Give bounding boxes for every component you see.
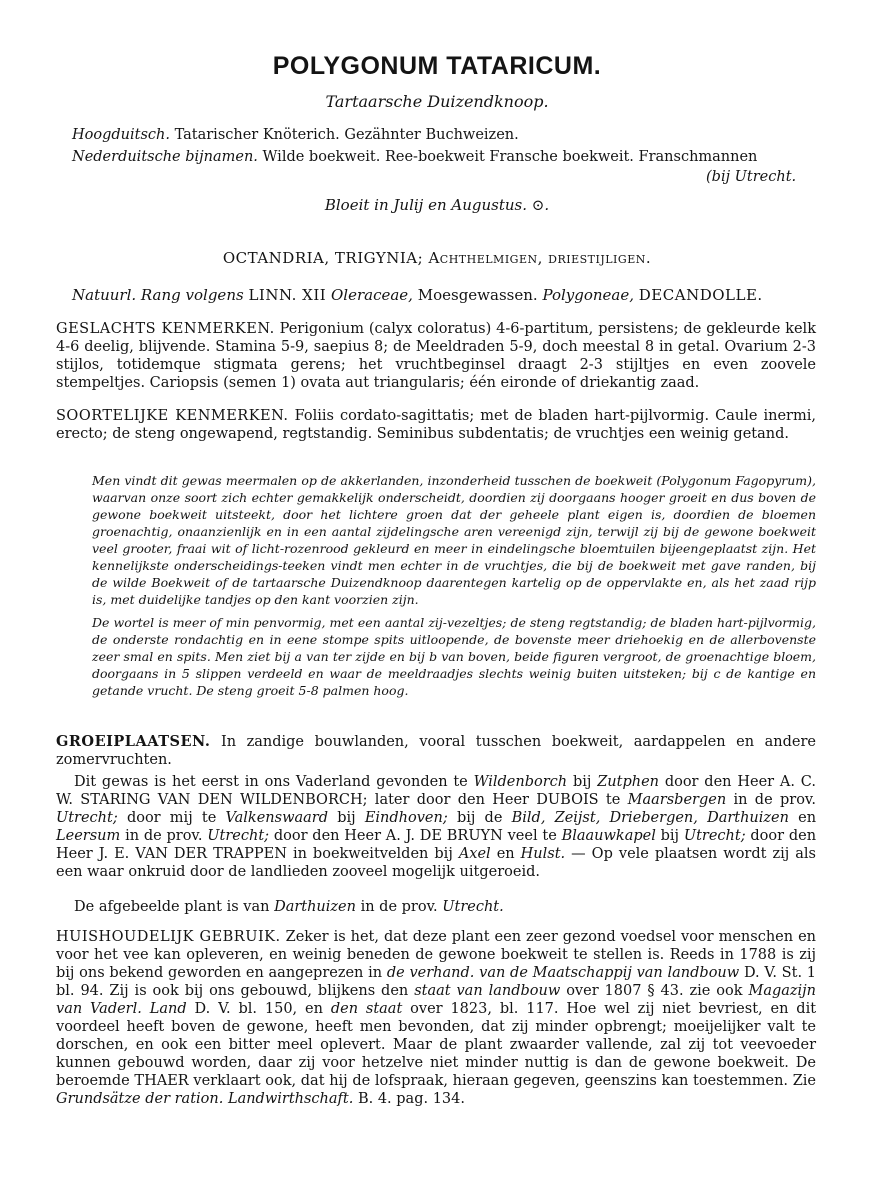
genus-text: Perigonium (calyx coloratus) 4-6-partitum, persistens; de gekleurde kelk 4-6 deelig, blijvende. Stamina 5-9, saepius 8; de Meeldraden 5-9, doch meestal 8 in getal. Ovarium 2-3 stijlos, totidemque stigmata gerens; het vruchtbeginsel draagt 2-3 stijltjes en even zoovele stempeltjes. Cariopsis (semen 1) ovata aut triangularis; één eironde of driekantig zaad. xyxy=(56,321,816,391)
localities-text: door mij te xyxy=(126,810,217,826)
place-name: Zutphen xyxy=(597,774,659,790)
species-text: Foliis cordato-sagittatis; met de bladen hart-pijlvormig. Caule inermi, erecto; de steng ongewapend, regtstandig. Seminibus subdentatis; de vruchtjes een weinig getand. xyxy=(56,408,816,442)
localities-text: in de prov. xyxy=(125,828,203,844)
german-text: Tatarischer Knöterich. Gezähnter Buchweizen. xyxy=(174,127,519,143)
localities-text: bij xyxy=(572,774,592,790)
species-heading: SOORTELIJKE KENMERKEN. xyxy=(56,408,289,424)
genus-characteristics xyxy=(56,320,816,392)
habitat-text: In zandige bouwlanden, vooral tusschen boekweit, aardappelen en andere zomervruchten. xyxy=(56,734,816,768)
localities-text: door den Heer J. E. VAN DER TRAPPEN in boekweitvelden bij xyxy=(56,828,817,862)
household-heading: HUISHOUDELIJK GEBRUIK. xyxy=(56,929,281,945)
localities-text: door den Heer A. C. W. STARING VAN DEN WILDENBORCH; later door den Heer DUBOIS te xyxy=(56,774,816,808)
place-name: Axel xyxy=(458,846,491,862)
place-name: Darthuizen xyxy=(274,899,356,915)
german-label: Hoogduitsch. xyxy=(72,127,170,143)
localities-text: door den Heer A. J. DE BRUYN veel te xyxy=(273,828,557,844)
flowering-text: Bloeit in Julij en Augustus. ⊙. xyxy=(324,196,550,214)
figure-note xyxy=(56,898,816,916)
localities-text: en xyxy=(798,810,817,826)
dutch-label: Nederduitsche bijnamen. xyxy=(72,149,258,165)
place-name: Hulst. xyxy=(520,846,566,862)
localities-text: bij de xyxy=(456,810,503,826)
dutch-names xyxy=(72,150,757,165)
place-name: Leersum xyxy=(56,828,121,844)
household-text: D. V. St. 1 bl. 94. Zij is ook bij ons gebouwd, blijkens den xyxy=(56,965,817,999)
page-title: POLYGONUM TATARICUM. xyxy=(272,52,602,80)
figure-note-text: De afgebeelde plant is van xyxy=(74,899,270,915)
rank-polygoneae: Polygoneae, xyxy=(542,286,634,304)
place-name: Valkenswaard xyxy=(225,810,328,826)
natural-rank xyxy=(72,286,763,304)
linnaean-class: OCTANDRIA, TRIGYNIA; Achthelmigen, driestijligen. xyxy=(222,249,652,267)
citation: Grundsätze der ration. Landwirthschaft. xyxy=(56,1091,354,1107)
dutch-names-cont: (bij Utrecht. xyxy=(706,169,797,185)
place-name: Maarsbergen xyxy=(627,792,727,808)
localities-text: Dit gewas is het eerst in ons Vaderland gevonden te xyxy=(74,774,468,790)
description-paragraph-2: De wortel is meer of min penvormig, met een aantal zij-vezeltjes; de steng regtstandig; de bladen hart-pijlvormig, de onderste rondachtig en in eene stompe spits uitloopende, de bovenste meer driehoekig en de allerbovenste zeer smal en spits. Men ziet bij a van ter zijde en bij b van boven, beide figuren vergroot, de groenachtige bloem, doorgaans in 5 slippen verdeeld en waar de meeldraadjes slechts weinig buiten uitsteken; bij c de kantige en getande vrucht. De steng groeit 5-8 palmen hoog. xyxy=(92,615,816,698)
description-paragraph-1: Men vindt dit gewas meermalen op de akkerlanden, inzonderheid tusschen de boekweit (Polygonum Fagopyrum), waarvan onze soort zich echter gemakkelijk onderscheidt, doordien zij doorgaans hooger groeit en dus boven de gewone boekweit uitsteekt, door het lichtere groen dat der geheele plant eigen is, doordien de bloemen groenachtig, onaanzienlijk en in een aantal zijdelingsche aren vereenigd zijn, terwijl zij bij de gewone boekweit veel grooter, fraai wit of licht-rozenrood gekleurd en meer in eindelingsche bloemtuilen bijeengeplaatst zijn. Het kennelijkste onderscheidings-teeken vindt men echter in de vruchtjes, die bij de boekweit met gave randen, bij de wilde Boekweit of de tartaarsche Duizendknoop daarentegen kartelig op de oppervlakte en, als het zaad rijp is, met duidelijke tandjes op den kant voorzien zijn. xyxy=(92,473,816,607)
place-name: Eindhoven; xyxy=(364,810,448,826)
place-name: Utrecht. xyxy=(442,899,504,915)
rank-decandolle: DECANDOLLE. xyxy=(638,286,763,304)
household-text: over 1823, bl. 117. Hoe wel zij niet bevriest, en dit voordeel heeft boven de gewone, heeft men bevonden, dat zij minder opbrengt; moeijelijker valt te dorschen, en ook een bitter meel oplevert. Maar de plant zwaarder vallende, zal zij tot veevoeder kunnen gebouwd worden, daar zij voor hetzelve niet minder nuttig is dan de gewone boekweit. De beroemde THAER verklaart ook, dat hij de lofspraak, hieraan gegeven, geenszins kan toestemmen. Zie xyxy=(56,1001,817,1089)
household-text: B. 4. pag. 134. xyxy=(357,1091,465,1107)
localities-text: in de prov. xyxy=(733,792,817,808)
genus-heading: GESLACHTS KENMERKEN. xyxy=(56,321,275,337)
figure-note-text: in de prov. xyxy=(360,899,438,915)
localities-text: — Op vele plaatsen wordt zij als een waar onkruid door de landlieden zooveel mogelijk uitgeroeid. xyxy=(56,846,816,880)
localities-text: en xyxy=(496,846,515,862)
rank-linn: LINN. XII xyxy=(248,286,327,304)
citation: Magazijn van Vaderl. Land xyxy=(56,983,816,1017)
localities xyxy=(56,773,816,881)
rank-moes: Moesgewassen. xyxy=(417,286,538,304)
citation: de verhand. van de Maatschappij van landbouw xyxy=(386,965,740,981)
place-name: Utrecht; xyxy=(56,810,118,826)
place-name: Wildenborch xyxy=(473,774,568,790)
localities-text: bij xyxy=(660,828,680,844)
citation: den staat xyxy=(330,1001,403,1017)
page-subtitle: Tartaarsche Duizendknoop. xyxy=(325,92,549,111)
habitat-heading: GROEIPLAATSEN. xyxy=(56,733,211,750)
citation: staat van landbouw xyxy=(414,983,561,999)
species-characteristics xyxy=(56,407,816,443)
habitat xyxy=(56,733,816,769)
localities-text: bij xyxy=(337,810,356,826)
rank-oleraceae: Oleraceae, xyxy=(331,286,413,304)
household-text: Zeker is het, dat deze plant een zeer gezond voedsel voor menschen en voor het vee kan opleveren, en weinig beneden de gewone boekweit te stellen is. Reeds in 1788 is zij bij ons bekend geworden en aangeprezen in xyxy=(56,929,817,981)
household-text: over 1807 § 43. zie ook xyxy=(566,983,743,999)
flowering-time xyxy=(0,196,874,214)
place-name: Bild, Zeijst, Driebergen, Darthuizen xyxy=(511,810,789,826)
household-use xyxy=(56,928,816,1108)
household-text: D. V. bl. 150, en xyxy=(194,1001,323,1017)
dutch-text: Wilde boekweit. Ree-boekweit Fransche boekweit. Franschmannen xyxy=(262,149,758,165)
place-name: Utrecht; xyxy=(683,828,746,844)
place-name: Blaauwkapel xyxy=(561,828,656,844)
german-names xyxy=(72,128,519,143)
rank-label: Natuurl. Rang volgens xyxy=(72,286,244,304)
place-name: Utrecht; xyxy=(207,828,270,844)
